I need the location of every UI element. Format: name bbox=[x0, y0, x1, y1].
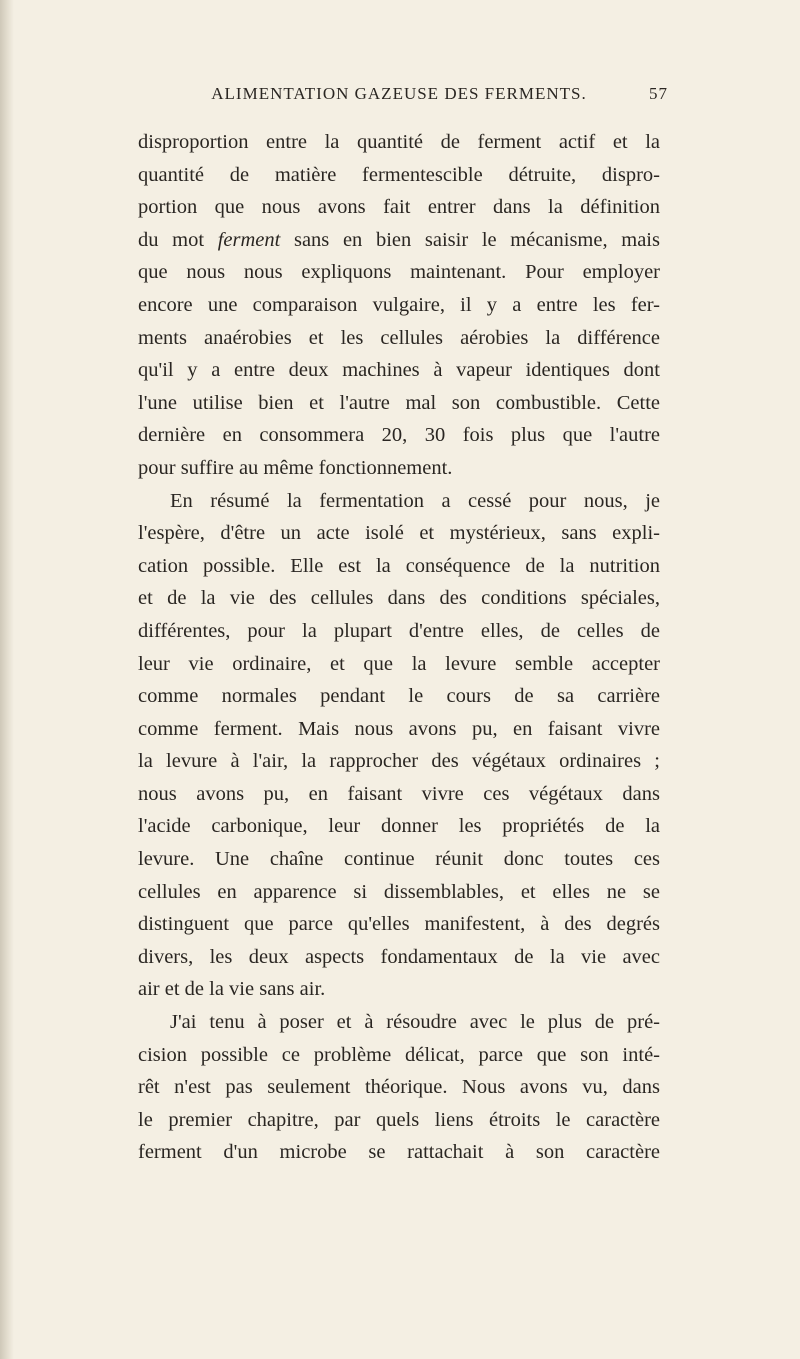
text-line: encore une comparaison vulgaire, il y a entre les fer- bbox=[138, 293, 660, 316]
text-line: l'une utilise bien et l'autre mal son combustible. Cette bbox=[138, 391, 660, 414]
page-binding-edge bbox=[0, 0, 14, 1359]
text-line: J'ai tenu à poser et à résoudre avec le plus de pré- bbox=[170, 1011, 660, 1034]
text-line: et de la vie des cellules dans des conditions spéciales, bbox=[138, 587, 660, 610]
text-line: cellules en apparence si dissemblables, et elles ne se bbox=[138, 880, 660, 903]
text-line: levure. Une chaîne continue réunit donc toutes ces bbox=[138, 848, 660, 871]
text-line: dernière en consommera 20, 30 fois plus que l'autre bbox=[138, 424, 660, 447]
text-line: quantité de matière fermentescible détruite, dispro- bbox=[138, 163, 660, 186]
text-line: distinguent que parce qu'elles manifestent, à des degrés bbox=[138, 913, 660, 936]
book-page bbox=[138, 84, 668, 1169]
text-line: nous avons pu, en faisant vivre ces végétaux dans bbox=[138, 782, 660, 805]
text-line: portion que nous avons fait entrer dans la définition bbox=[138, 196, 660, 219]
text-line: que nous nous expliquons maintenant. Pour employer bbox=[138, 261, 660, 284]
text-line bbox=[138, 224, 660, 257]
text-line: différentes, pour la plupart d'entre elles, de celles de bbox=[138, 619, 660, 642]
running-header bbox=[138, 84, 668, 112]
text-line: cation possible. Elle est la conséquence de la nutrition bbox=[138, 554, 660, 577]
page-number: 57 bbox=[649, 84, 668, 103]
text-line: disproportion entre la quantité de ferment actif et la bbox=[138, 131, 660, 153]
text-line: qu'il y a entre deux machines à vapeur identiques dont bbox=[138, 359, 660, 382]
text-fragment: sans en bien saisir le mécanisme, mais bbox=[280, 228, 660, 251]
text-line: le premier chapitre, par quels liens étroits le caractère bbox=[138, 1108, 660, 1131]
italic-term: ferment bbox=[217, 228, 281, 251]
text-line: l'espère, d'être un acte isolé et mystérieux, sans expli- bbox=[138, 522, 660, 545]
text-line: ferment d'un microbe se rattachait à son caractère bbox=[138, 1141, 660, 1164]
text-fragment: du mot bbox=[138, 228, 218, 251]
text-line: ments anaérobies et les cellules aérobies la différence bbox=[138, 326, 660, 349]
text-line: leur vie ordinaire, et que la levure semble accepter bbox=[138, 652, 660, 675]
text-line: rêt n'est pas seulement théorique. Nous avons vu, dans bbox=[138, 1076, 660, 1099]
text-line: air et de la vie sans air. bbox=[138, 978, 326, 1001]
running-title: ALIMENTATION GAZEUSE DES FERMENTS. bbox=[211, 84, 587, 103]
text-line: pour suffire au même fonctionnement. bbox=[138, 456, 453, 479]
text-line: divers, les deux aspects fondamentaux de la vie avec bbox=[138, 945, 660, 968]
text-line: l'acide carbonique, leur donner les propriétés de la bbox=[138, 815, 660, 838]
text-line: la levure à l'air, la rapprocher des végétaux ordinaires ; bbox=[138, 750, 660, 773]
text-line: comme ferment. Mais nous avons pu, en faisant vivre bbox=[138, 717, 660, 740]
body-text bbox=[138, 126, 660, 1169]
text-line: comme normales pendant le cours de sa carrière bbox=[138, 685, 660, 708]
text-line: cision possible ce problème délicat, parce que son inté- bbox=[138, 1043, 660, 1066]
text-line: En résumé la fermentation a cessé pour nous, je bbox=[170, 489, 660, 512]
